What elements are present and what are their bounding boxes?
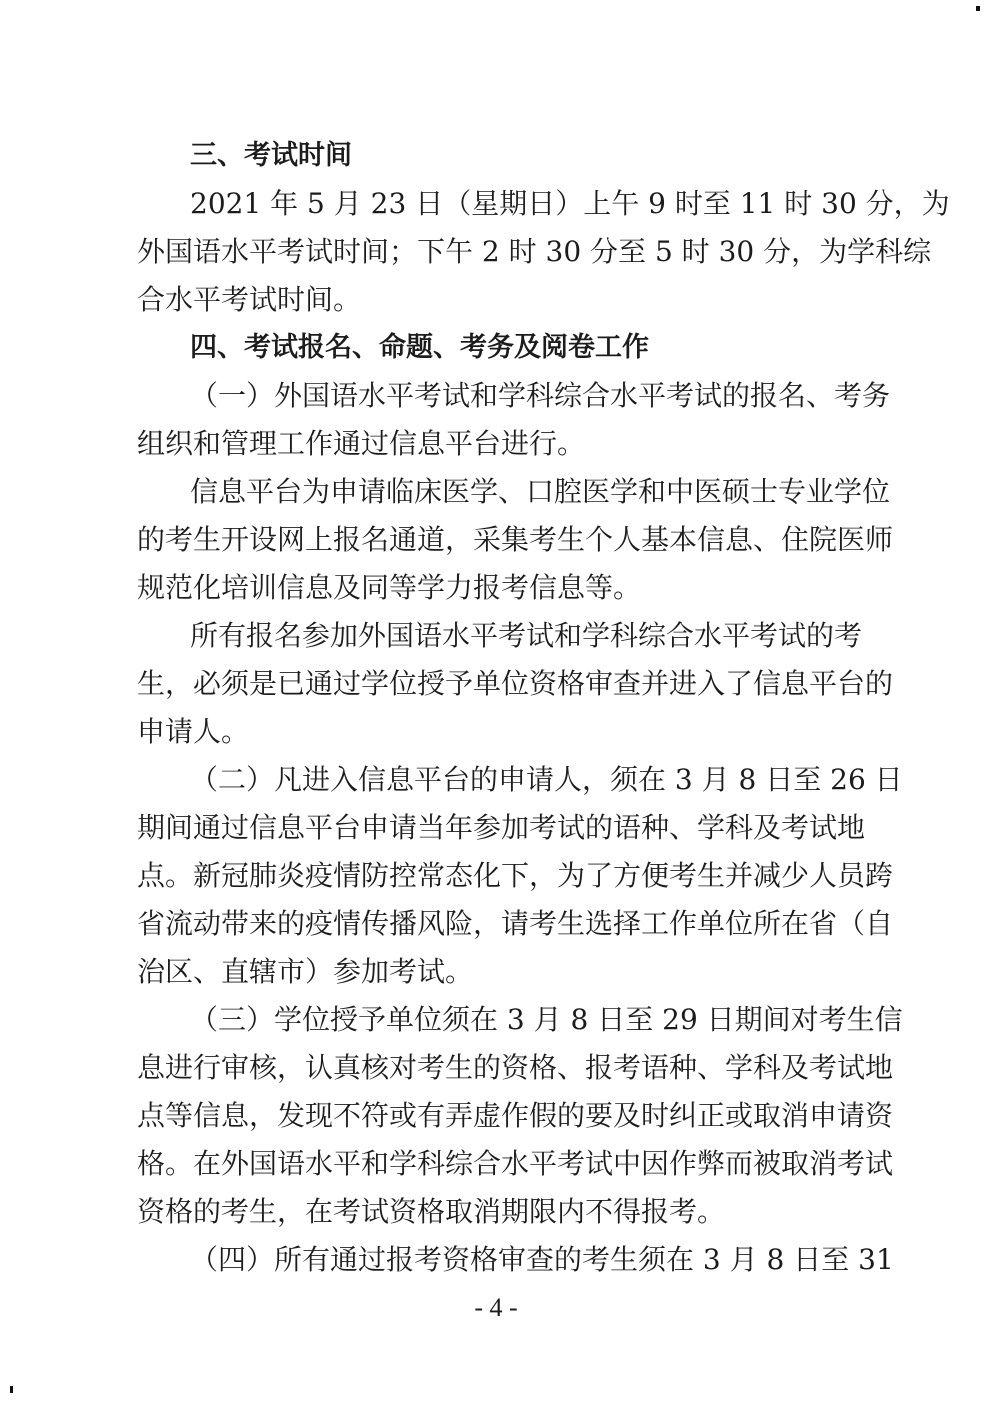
paragraph-line: 省流动带来的疫情传播风险，请考生选择工作单位所在省（自 bbox=[137, 907, 894, 940]
paragraph-line: （二）凡进入信息平台的申请人，须在 3 月 8 日至 26 日 bbox=[190, 763, 903, 796]
paragraph-line: 信息平台为申请临床医学、口腔医学和中医硕士专业学位 bbox=[190, 475, 891, 508]
paragraph-line: 外国语水平考试时间；下午 2 时 30 分至 5 时 30 分，为学科综 bbox=[137, 235, 932, 268]
paragraph-line: 点等信息，发现不符或有弄虚作假的要及时纠正或取消申请资 bbox=[137, 1099, 894, 1132]
paragraph-line: 规范化培训信息及同等学力报考信息等。 bbox=[137, 571, 642, 604]
paragraph-line: 组织和管理工作通过信息平台进行。 bbox=[137, 427, 586, 460]
paragraph-line: 息进行审核，认真核对考生的资格、报考语种、学科及考试地 bbox=[137, 1051, 894, 1084]
paragraph-line: （一）外国语水平考试和学科综合水平考试的报名、考务 bbox=[190, 379, 891, 412]
paragraph-line: 生，必须是已通过学位授予单位资格审查并进入了信息平台的 bbox=[137, 667, 894, 700]
scan-speck bbox=[10, 1386, 13, 1393]
paragraph-line: 点。新冠肺炎疫情防控常态化下，为了方便考生并减少人员跨 bbox=[137, 859, 894, 892]
paragraph-line: 治区、直辖市）参加考试。 bbox=[137, 955, 474, 988]
paragraph-line: （四）所有通过报考资格审查的考生须在 3 月 8 日至 31 bbox=[190, 1243, 894, 1276]
paragraph-line: 2021 年 5 月 23 日（星期日）上午 9 时至 11 时 30 分，为 bbox=[190, 187, 950, 220]
scan-speck bbox=[976, 6, 980, 11]
paragraph-line: 资格的考生，在考试资格取消期限内不得报考。 bbox=[137, 1195, 726, 1228]
paragraph-line: 期间通过信息平台申请当年参加考试的语种、学科及考试地 bbox=[137, 811, 866, 844]
paragraph-line: 合水平考试时间。 bbox=[137, 283, 362, 316]
paragraph-line: 所有报名参加外国语水平考试和学科综合水平考试的考 bbox=[190, 619, 863, 652]
section-heading-registration: 四、考试报名、命题、考务及阅卷工作 bbox=[190, 332, 649, 363]
page-number: - 4 - bbox=[474, 1293, 518, 1322]
paragraph-line: 的考生开设网上报名通道，采集考生个人基本信息、住院医师 bbox=[137, 523, 894, 556]
paragraph-line: 格。在外国语水平和学科综合水平考试中因作弊而被取消考试 bbox=[137, 1147, 894, 1180]
section-heading-exam-time: 三、考试时间 bbox=[190, 140, 352, 171]
paragraph-line: 申请人。 bbox=[137, 715, 250, 748]
paragraph-line: （三）学位授予单位须在 3 月 8 日至 29 日期间对考生信 bbox=[190, 1003, 903, 1036]
